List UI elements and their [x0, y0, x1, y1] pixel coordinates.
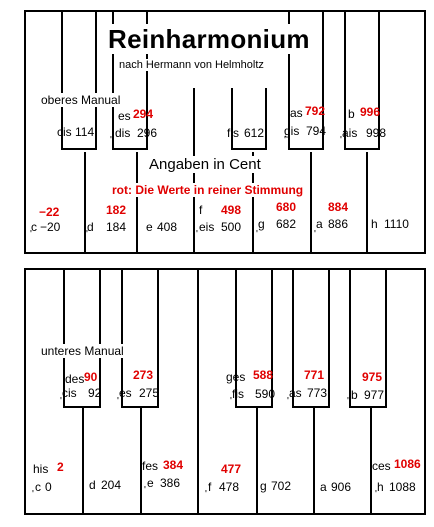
apostrophe-mark: ' — [256, 229, 258, 240]
upper-gis-cent: 794 — [306, 124, 327, 138]
upper-a-name: a — [316, 217, 323, 231]
lower-es-name: es — [119, 386, 132, 400]
diagram-subtitle: nach Hermann von Helmholtz — [119, 59, 264, 71]
apostrophe-mark: ' — [110, 135, 112, 146]
upper-c-name: c — [31, 220, 37, 234]
black-key-fis[interactable] — [231, 88, 267, 150]
upper-c-pure: −22 — [39, 205, 60, 219]
upper-g-pure: 680 — [276, 200, 297, 214]
apostrophe-mark: ' — [60, 396, 62, 407]
lower-d-name: d — [89, 478, 96, 492]
apostrophe-mark: ' — [32, 489, 34, 500]
upper-a-pure: 884 — [328, 200, 349, 214]
apostrophe-mark: ' — [314, 229, 316, 240]
lower-fis-cent: 590 — [255, 387, 276, 401]
upper-f-name: f — [199, 203, 203, 217]
lower-es-cent: 275 — [139, 386, 160, 400]
lower-c-cent: 0 — [45, 480, 52, 494]
white-key-divider — [256, 408, 258, 513]
diagram-title: Reinharmonium — [108, 24, 310, 54]
upper-dis-name: dis — [115, 126, 131, 140]
lower-e-name: e — [147, 476, 154, 490]
lower-d-cent: 204 — [101, 478, 122, 492]
lower-his-alt: his — [33, 462, 49, 476]
black-key-b[interactable] — [349, 268, 387, 408]
apostrophe-mark: ' — [340, 135, 342, 146]
apostrophe-mark: ' — [144, 485, 146, 496]
lower-f-cent: 478 — [219, 480, 240, 494]
lower-ges-alt: ges — [226, 370, 246, 384]
upper-eis-alt: eis — [199, 220, 215, 234]
upper-cis-name: cis — [57, 125, 72, 139]
upper-e-cent: 408 — [157, 220, 178, 234]
apostrophe-mark: ' — [284, 135, 286, 146]
lower-ces-pure: 1086 — [394, 457, 421, 471]
upper-h-name: h — [371, 217, 378, 231]
lower-cis-cent: 92 — [88, 386, 102, 400]
lower-des-alt: des — [65, 372, 85, 386]
lower-a-name: a — [320, 480, 327, 494]
lower-ges-pure: 588 — [253, 368, 274, 382]
lower-b-pure: 975 — [362, 370, 383, 384]
lower-f-name: f — [208, 480, 212, 494]
upper-e-name: e — [146, 220, 153, 234]
lower-a-cent: 906 — [331, 480, 352, 494]
red-legend-note: rot: Die Werte in reiner Stimmung — [112, 183, 304, 197]
white-key-divider — [197, 268, 199, 513]
lower-h-cent: 1088 — [389, 480, 416, 494]
white-key-divider — [313, 408, 315, 513]
apostrophe-mark: ' — [196, 229, 198, 240]
white-key-divider — [366, 152, 368, 252]
lower-g-cent: 702 — [271, 479, 292, 493]
upper-d-name: d — [87, 220, 94, 234]
lower-b-cent: 977 — [364, 388, 385, 402]
upper-fis-cent: 612 — [244, 126, 265, 140]
upper-manual-label: oberes Manual — [41, 93, 121, 107]
lower-es-pure: 273 — [133, 368, 154, 382]
upper-a-cent: 886 — [328, 217, 349, 231]
upper-as-pure: 792 — [305, 104, 326, 118]
apostrophe-mark: ' — [205, 489, 207, 500]
upper-ais-name: ais — [342, 126, 358, 140]
upper-c-cent: −20 — [40, 220, 61, 234]
upper-b-alt: b — [348, 107, 355, 121]
lower-f-pure: 477 — [221, 462, 242, 476]
units-note: Angaben in Cent — [149, 156, 261, 173]
apostrophe-mark: ' — [230, 396, 232, 407]
lower-h-name: h — [377, 480, 384, 494]
lower-manual-label: unteres Manual — [41, 344, 124, 358]
upper-gis-name: gis — [284, 124, 300, 138]
lower-fes-pure: 384 — [163, 458, 184, 472]
lower-ces-alt: ces — [372, 459, 391, 473]
lower-fes-alt: fes — [142, 459, 159, 473]
apostrophe-mark: ' — [347, 396, 349, 407]
apostrophe-mark: ' — [86, 229, 88, 240]
lower-fis-name: fis — [232, 387, 244, 401]
white-key-divider — [82, 408, 84, 513]
upper-g-cent: 682 — [276, 217, 297, 231]
upper-es-alt: es — [118, 109, 131, 123]
lower-c-name: c — [35, 480, 41, 494]
apostrophe-mark: ' — [375, 489, 377, 500]
upper-es-pure: 294 — [133, 107, 154, 121]
upper-g-name: g — [258, 217, 265, 231]
upper-d-pure: 182 — [106, 203, 127, 217]
upper-d-cent: 184 — [106, 220, 127, 234]
upper-h-cent: 1110 — [384, 217, 409, 231]
upper-b-pure: 996 — [360, 105, 381, 119]
white-key-divider — [310, 152, 312, 252]
upper-f-pure: 498 — [221, 203, 242, 217]
lower-des-pure: 90 — [84, 370, 98, 384]
lower-g-name: g — [260, 479, 267, 493]
upper-fis-name: fis — [227, 126, 239, 140]
lower-as-pure: 771 — [304, 368, 325, 382]
white-key-divider — [136, 152, 138, 252]
lower-cis-name: cis — [62, 386, 77, 400]
lower-his-pure: 2 — [57, 460, 64, 474]
upper-as-alt: as — [290, 106, 303, 120]
upper-cis-cent: 114 — [75, 125, 95, 139]
lower-as-cent: 773 — [307, 386, 328, 400]
lower-e-cent: 386 — [160, 476, 181, 490]
apostrophe-mark: ' — [287, 396, 289, 407]
apostrophe-mark: ' — [117, 396, 119, 407]
upper-eis-cent: 500 — [221, 220, 242, 234]
lower-as-name: as — [289, 386, 302, 400]
lower-b-name: b — [351, 388, 358, 402]
upper-dis-cent: 296 — [137, 126, 158, 140]
upper-ais-cent: 998 — [366, 126, 387, 140]
apostrophe-mark: ' — [30, 229, 32, 240]
